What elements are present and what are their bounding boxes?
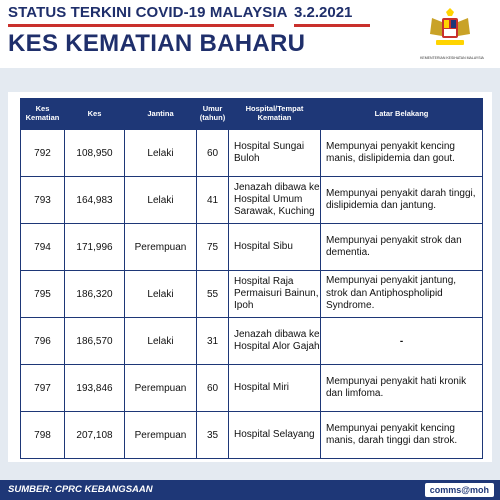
source-label: SUMBER: CPRC KEBANGSAAN [8,484,153,495]
cell-no: 796 [21,318,65,365]
cell-umur: 31 [197,318,229,365]
footer-bar [0,480,500,500]
page-heading: KES KEMATIAN BAHARU [8,30,306,57]
cell-jantina: Lelaki [125,318,197,365]
header-hospital: Hospital/Tempat Kematian [229,99,321,130]
cell-kes: 108,950 [65,130,125,177]
table-row [21,177,483,224]
cell-jantina: Lelaki [125,177,197,224]
cell-umur: 75 [197,224,229,271]
cell-hospital: Hospital Miri [229,365,321,412]
header-jantina: Jantina [125,99,197,130]
cell-hospital: Jenazah dibawa ke Hospital Umum Sarawak, Kuching [229,177,321,224]
cell-latar: Mempunyai penyakit darah tinggi, dislipidemia dan jantung. [321,177,483,224]
cell-kes: 186,570 [65,318,125,365]
cell-latar: Mempunyai penyakit hati kronik dan limfoma. [321,365,483,412]
date-underline [294,24,370,27]
title-underline [8,24,274,27]
cell-hospital: Hospital Sungai Buloh [229,130,321,177]
cell-umur: 41 [197,177,229,224]
cell-no: 798 [21,412,65,459]
cell-jantina: Perempuan [125,224,197,271]
coat-of-arms-icon [422,8,478,52]
table-row [21,365,483,412]
cell-jantina: Perempuan [125,412,197,459]
cell-latar: Mempunyai penyakit jantung, strok dan Antiphospholipid Syndrome. [321,271,483,318]
status-date: 3.2.2021 [294,4,353,21]
death-cases-table [20,98,483,459]
cell-jantina: Lelaki [125,130,197,177]
cell-hospital: Hospital Sibu [229,224,321,271]
cell-no: 797 [21,365,65,412]
cell-kes: 193,846 [65,365,125,412]
table-row [21,130,483,177]
header-bar [0,0,500,68]
cell-kes: 207,108 [65,412,125,459]
status-title: STATUS TERKINI COVID-19 MALAYSIA [8,4,288,21]
cell-kes: 164,983 [65,177,125,224]
table-row [21,412,483,459]
cell-latar: Mempunyai penyakit kencing manis, darah tinggi dan strok. [321,412,483,459]
cell-hospital: Hospital Selayang [229,412,321,459]
table-row [21,224,483,271]
table-header-row [21,99,483,130]
cell-umur: 60 [197,365,229,412]
cell-kes: 186,320 [65,271,125,318]
cell-no: 792 [21,130,65,177]
social-handle: comms@moh [425,483,494,497]
cell-no: 794 [21,224,65,271]
cell-umur: 60 [197,130,229,177]
header-kes-kematian: Kes Kematian [21,99,65,130]
table-row [21,318,483,365]
cell-no: 793 [21,177,65,224]
cell-hospital: Hospital Raja Permaisuri Bainun, Ipoh [229,271,321,318]
cell-jantina: Lelaki [125,271,197,318]
cell-umur: 35 [197,412,229,459]
cell-kes: 171,996 [65,224,125,271]
cell-no: 795 [21,271,65,318]
cell-latar: - [321,318,483,365]
header-latar-belakang: Latar Belakang [321,99,483,130]
header-kes: Kes [65,99,125,130]
cell-jantina: Perempuan [125,365,197,412]
cell-hospital: Jenazah dibawa ke Hospital Alor Gajah [229,318,321,365]
header-umur: Umur (tahun) [197,99,229,130]
ministry-label: KEMENTERIAN KESIHATAN MALAYSIA [420,56,484,60]
cell-latar: Mempunyai penyakit strok dan dementia. [321,224,483,271]
cell-latar: Mempunyai penyakit kencing manis, dislipidemia dan gout. [321,130,483,177]
table-row [21,271,483,318]
cell-umur: 55 [197,271,229,318]
